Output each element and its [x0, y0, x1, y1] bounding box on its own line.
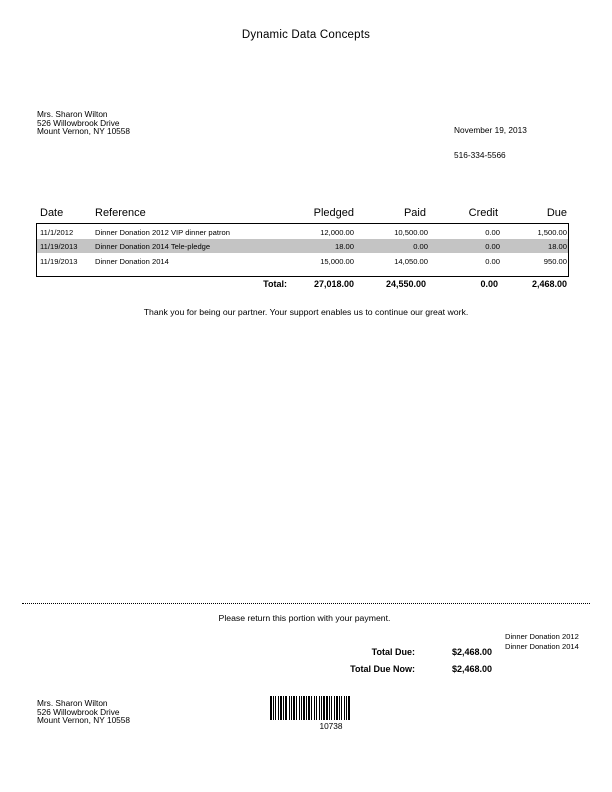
- total-due-now-amount: $2,468.00: [451, 664, 492, 674]
- total-due-amount: $2,468.00: [451, 647, 492, 657]
- header-reference: Reference: [95, 207, 146, 219]
- cell-pledged: 15,000.00: [320, 257, 354, 266]
- phone-number: 516-334-5566: [454, 150, 506, 160]
- cell-credit: 0.00: [485, 257, 500, 266]
- table-row: [37, 239, 568, 253]
- cell-due: 18.00: [547, 242, 567, 251]
- remit-instruction: Please return this portion with your payment.: [218, 613, 391, 623]
- recipient-name: Mrs. Sharon Wilton: [37, 109, 108, 119]
- recipient-city: Mount Vernon, NY 10558: [37, 715, 131, 726]
- campaign-list: [505, 632, 579, 652]
- barcode-image: [270, 696, 351, 720]
- remit-address: [37, 699, 130, 725]
- total-credit: 0.00: [480, 279, 498, 289]
- campaign-item: Dinner Donation 2014: [505, 642, 579, 651]
- table-row: [37, 254, 568, 268]
- total-due-now-label: Total Due Now:: [350, 664, 415, 674]
- totals-label: Total:: [263, 279, 287, 289]
- header-pledged: Pledged: [313, 207, 354, 219]
- cell-pledged: 18.00: [334, 242, 354, 251]
- cell-pledged: 12,000.00: [320, 228, 354, 237]
- campaign-item: Dinner Donation 2012: [505, 632, 579, 641]
- cell-paid: 0.00: [413, 242, 428, 251]
- header-due: Due: [546, 207, 567, 219]
- statement-date: November 19, 2013: [454, 125, 527, 135]
- cell-due: 1,500.00: [537, 228, 567, 237]
- cell-paid: 14,050.00: [394, 257, 428, 266]
- cell-date: 11/19/2013: [40, 242, 78, 251]
- cell-due: 950.00: [543, 257, 567, 266]
- recipient-address: [37, 110, 130, 136]
- recipient-street: 526 Willowbrook Drive: [37, 117, 120, 128]
- total-due: 2,468.00: [531, 279, 567, 289]
- company-name: Dynamic Data Concepts: [241, 29, 371, 41]
- cell-date: 11/19/2013: [40, 257, 78, 266]
- tear-line: [22, 603, 590, 604]
- recipient-street: 526 Willowbrook Drive: [37, 706, 120, 717]
- barcode-number: 10738: [319, 721, 343, 731]
- header-paid: Paid: [403, 207, 426, 219]
- cell-reference: Dinner Donation 2014: [95, 257, 169, 266]
- total-pledged: 27,018.00: [313, 279, 354, 289]
- recipient-city: Mount Vernon, NY 10558: [37, 126, 131, 137]
- thank-you-message: Thank you for being our partner. Your support enables us to continue our great work.: [143, 307, 469, 317]
- cell-reference: Dinner Donation 2014 Tele-pledge: [95, 242, 211, 251]
- cell-credit: 0.00: [485, 242, 500, 251]
- header-date: Date: [40, 207, 64, 219]
- total-due-label: Total Due:: [371, 647, 415, 657]
- cell-date: 11/1/2012: [40, 228, 74, 237]
- cell-credit: 0.00: [485, 228, 500, 237]
- cell-reference: Dinner Donation 2012 VIP dinner patron: [95, 228, 230, 237]
- total-paid: 24,550.00: [385, 279, 426, 289]
- table-row: [37, 225, 568, 239]
- header-credit: Credit: [468, 207, 498, 219]
- cell-paid: 10,500.00: [394, 228, 428, 237]
- recipient-name: Mrs. Sharon Wilton: [37, 698, 108, 708]
